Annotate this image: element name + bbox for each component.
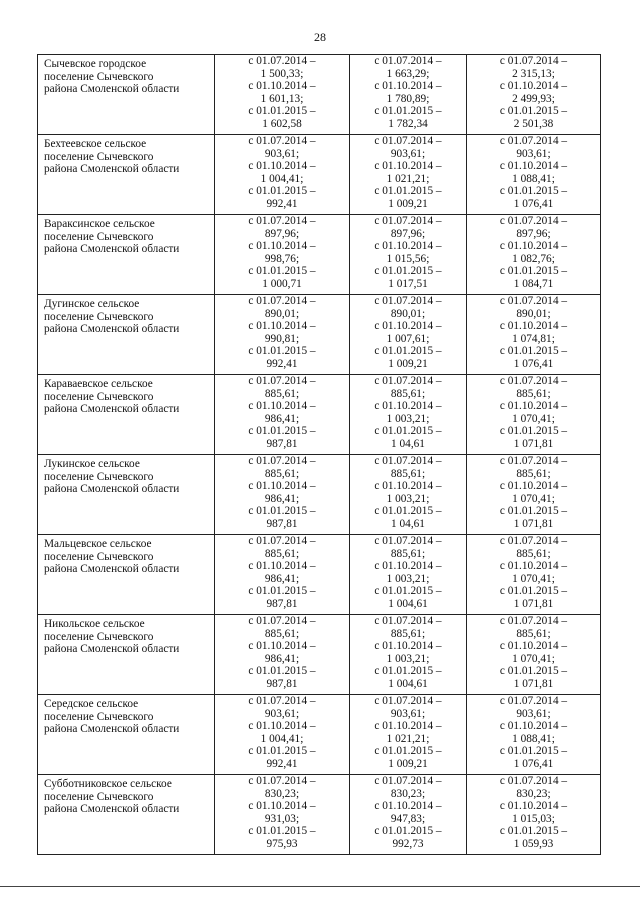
tariff-amount-line: 885,61; <box>390 627 426 640</box>
tariff-date-line: с 01.10.2014 – <box>499 320 568 333</box>
tariff-value-cell <box>215 215 350 295</box>
tariff-date-line: с 01.10.2014 – <box>499 560 568 573</box>
tariff-date-line: с 01.01.2015 – <box>248 105 316 118</box>
settlement-name-line: района Смоленской области <box>44 483 180 496</box>
settlement-name-line: района Смоленской области <box>44 243 180 256</box>
tariff-amount-line: 903,61; <box>390 147 426 160</box>
tariff-amount-line: 890,01; <box>390 307 426 320</box>
tariff-date-line: с 01.01.2015 – <box>248 505 316 518</box>
tariff-value-cell <box>215 615 350 695</box>
tariff-date-line: с 01.07.2014 – <box>374 295 442 307</box>
tariff-amount-line: 890,01; <box>264 307 300 320</box>
settlement-name-cell <box>38 55 215 135</box>
tariff-value-cell <box>350 295 467 375</box>
settlement-name-cell <box>38 775 215 855</box>
tariff-date-line: с 01.07.2014 – <box>499 135 568 147</box>
tariff-date-line: с 01.10.2014 – <box>374 80 442 93</box>
settlement-name-cell <box>38 215 215 295</box>
tariff-amount-line: 1 004,61 <box>388 677 428 690</box>
tariff-amount-line: 885,61; <box>390 547 426 560</box>
tariff-amount-line: 931,03; <box>264 812 300 825</box>
settlement-name-cell <box>38 615 215 695</box>
tariff-amount-line: 1 003,21; <box>386 412 430 425</box>
tariff-amount-line: 992,41 <box>266 757 298 770</box>
tariff-amount-line: 1 084,71 <box>513 277 554 290</box>
tariff-table-body <box>38 55 601 855</box>
tariff-amount-line: 947,83; <box>390 812 426 825</box>
tariff-amount-line: 992,41 <box>266 357 298 370</box>
table-row <box>38 615 601 695</box>
tariff-date-line: с 01.07.2014 – <box>499 295 568 307</box>
settlement-name-cell <box>38 535 215 615</box>
tariff-amount-line: 1 009,21 <box>388 757 428 770</box>
tariff-date-line: с 01.10.2014 – <box>374 160 442 173</box>
tariff-date-line: с 01.07.2014 – <box>248 295 316 307</box>
page-number: 28 <box>314 30 326 44</box>
settlement-name-line: Субботниковское сельское <box>44 778 172 790</box>
tariff-amount-line: 830,23; <box>390 787 426 800</box>
tariff-date-line: с 01.07.2014 – <box>374 215 442 227</box>
page-bottom-rule <box>0 886 640 887</box>
tariff-amount-line: 1 009,21 <box>388 197 428 210</box>
tariff-amount-line: 897,96; <box>390 227 426 240</box>
tariff-amount-line: 1 602,58 <box>262 117 302 130</box>
tariff-date-line: с 01.01.2015 – <box>374 585 442 598</box>
tariff-amount-line: 1 601,13; <box>260 92 304 105</box>
tariff-amount-line: 885,61; <box>390 467 426 480</box>
tariff-date-line: с 01.01.2015 – <box>374 345 442 358</box>
tariff-amount-line: 987,81 <box>266 597 298 610</box>
tariff-date-line: с 01.01.2015 – <box>248 425 316 438</box>
tariff-amount-line: 1 500,33; <box>260 67 304 80</box>
tariff-value-cell <box>467 695 601 775</box>
tariff-amount-line: 885,61; <box>516 547 551 560</box>
tariff-date-line: с 01.10.2014 – <box>374 720 442 733</box>
tariff-date-line: с 01.07.2014 – <box>374 535 442 547</box>
tariff-amount-line: 1 070,41; <box>512 492 555 505</box>
tariff-amount-line: 885,61; <box>264 547 300 560</box>
tariff-date-line: с 01.01.2015 – <box>499 265 568 278</box>
tariff-date-line: с 01.10.2014 – <box>499 160 568 173</box>
tariff-amount-line: 987,81 <box>266 437 298 450</box>
tariff-date-line: с 01.01.2015 – <box>374 505 442 518</box>
tariff-date-line: с 01.01.2015 – <box>248 665 316 678</box>
tariff-value-cell <box>350 375 467 455</box>
tariff-date-line: с 01.01.2015 – <box>499 105 568 118</box>
table-row <box>38 535 601 615</box>
tariff-amount-line: 1 071,81 <box>513 677 554 690</box>
tariff-value-cell <box>350 535 467 615</box>
tariff-value-cell <box>350 215 467 295</box>
tariff-amount-line: 885,61; <box>264 387 300 400</box>
settlement-name-line: района Смоленской области <box>44 323 180 336</box>
settlement-name-line: Никольское сельское <box>44 618 145 630</box>
tariff-amount-line: 1 074,81; <box>512 332 555 345</box>
tariff-date-line: с 01.01.2015 – <box>499 185 568 198</box>
tariff-date-line: с 01.01.2015 – <box>374 825 442 838</box>
settlement-name-line: Бехтеевское сельское <box>44 138 147 150</box>
tariff-value-cell <box>467 455 601 535</box>
tariff-amount-line: 1 004,61 <box>388 597 428 610</box>
tariff-date-line: с 01.10.2014 – <box>499 720 568 733</box>
table-row <box>38 55 601 135</box>
tariff-date-line: с 01.10.2014 – <box>248 480 316 493</box>
tariff-amount-line: 986,41; <box>264 492 300 505</box>
tariff-date-line: с 01.01.2015 – <box>374 425 442 438</box>
tariff-value-cell <box>215 455 350 535</box>
tariff-date-line: с 01.10.2014 – <box>374 400 442 413</box>
table-row <box>38 455 601 535</box>
tariff-amount-line: 1 071,81 <box>513 517 554 530</box>
tariff-date-line: с 01.07.2014 – <box>248 615 316 627</box>
tariff-date-line: с 01.07.2014 – <box>374 375 442 387</box>
tariff-amount-line: 1 003,21; <box>386 652 430 665</box>
tariff-date-line: с 01.10.2014 – <box>374 320 442 333</box>
tariff-date-line: с 01.01.2015 – <box>374 265 442 278</box>
tariff-date-line: с 01.07.2014 – <box>374 55 442 67</box>
tariff-amount-line: 1 04,61 <box>391 517 425 530</box>
tariff-date-line: с 01.07.2014 – <box>499 535 568 547</box>
tariff-amount-line: 998,76; <box>264 252 300 265</box>
tariff-amount-line: 1 004,41; <box>260 172 304 185</box>
tariff-value-cell <box>467 615 601 695</box>
tariff-date-line: с 01.01.2015 – <box>248 585 316 598</box>
tariff-date-line: с 01.10.2014 – <box>248 80 316 93</box>
tariff-date-line: с 01.10.2014 – <box>499 640 568 653</box>
tariff-value-cell <box>467 295 601 375</box>
settlement-name-line: поселение Сычевского <box>44 390 154 403</box>
tariff-date-line: с 01.07.2014 – <box>499 615 568 627</box>
settlement-name-line: района Смоленской области <box>44 563 180 576</box>
settlement-name-line: Лукинское сельское <box>44 458 140 470</box>
tariff-amount-line: 1 070,41; <box>512 652 555 665</box>
tariff-amount-line: 890,01; <box>516 307 551 320</box>
tariff-date-line: с 01.07.2014 – <box>374 695 442 707</box>
tariff-date-line: с 01.10.2014 – <box>248 320 316 333</box>
settlement-name-line: поселение Сычевского <box>44 470 154 483</box>
tariff-amount-line: 1 000,71 <box>262 277 302 290</box>
settlement-name-line: района Смоленской области <box>44 403 180 416</box>
settlement-name-cell <box>38 375 215 455</box>
tariff-date-line: с 01.10.2014 – <box>374 480 442 493</box>
tariff-date-line: с 01.10.2014 – <box>248 160 316 173</box>
tariff-amount-line: 1 009,21 <box>388 357 428 370</box>
tariff-date-line: с 01.07.2014 – <box>499 375 568 387</box>
tariff-date-line: с 01.10.2014 – <box>248 800 316 813</box>
settlement-name-line: Дугинское сельское <box>44 298 140 310</box>
tariff-date-line: с 01.10.2014 – <box>248 240 316 253</box>
tariff-amount-line: 986,41; <box>264 412 300 425</box>
tariff-amount-line: 1 076,41 <box>513 357 554 370</box>
tariff-date-line: с 01.01.2015 – <box>499 345 568 358</box>
settlement-name-line: Сычевское городское <box>44 58 147 70</box>
settlement-name-line: поселение Сычевского <box>44 790 154 803</box>
tariff-date-line: с 01.01.2015 – <box>248 185 316 198</box>
tariff-value-cell <box>467 215 601 295</box>
tariff-value-cell <box>350 775 467 855</box>
tariff-date-line: с 01.01.2015 – <box>374 665 442 678</box>
tariff-amount-line: 1 059,93 <box>513 837 554 850</box>
settlement-name-line: Караваевское сельское <box>44 378 153 390</box>
tariff-amount-line: 990,81; <box>264 332 300 345</box>
settlement-name-line: Вараксинское сельское <box>44 218 155 230</box>
table-row <box>38 375 601 455</box>
tariff-value-cell <box>467 535 601 615</box>
settlement-name-line: поселение Сычевского <box>44 310 154 323</box>
settlement-name-line: Мальцевское сельское <box>44 538 152 550</box>
settlement-name-line: поселение Сычевского <box>44 710 154 723</box>
tariff-value-cell <box>350 695 467 775</box>
tariff-date-line: с 01.01.2015 – <box>248 825 316 838</box>
settlement-name-line: Середское сельское <box>44 698 139 710</box>
tariff-date-line: с 01.01.2015 – <box>499 665 568 678</box>
tariff-date-line: с 01.01.2015 – <box>499 825 568 838</box>
tariff-amount-line: 1 076,41 <box>513 197 554 210</box>
tariff-amount-line: 830,23; <box>516 787 551 800</box>
tariff-date-line: с 01.10.2014 – <box>248 640 316 653</box>
settlement-name-line: района Смоленской области <box>44 803 180 816</box>
tariff-value-cell <box>350 55 467 135</box>
tariff-amount-line: 1 663,29; <box>386 67 430 80</box>
tariff-amount-line: 1 015,56; <box>386 252 430 265</box>
settlement-name-line: района Смоленской области <box>44 643 180 656</box>
tariff-date-line: с 01.07.2014 – <box>248 775 316 787</box>
tariff-date-line: с 01.07.2014 – <box>374 455 442 467</box>
tariff-amount-line: 903,61; <box>264 707 300 720</box>
tariff-amount-line: 992,73 <box>392 837 424 850</box>
tariff-amount-line: 885,61; <box>264 627 300 640</box>
tariff-value-cell <box>215 55 350 135</box>
tariff-value-cell <box>215 375 350 455</box>
tariff-date-line: с 01.07.2014 – <box>374 135 442 147</box>
tariff-date-line: с 01.10.2014 – <box>374 560 442 573</box>
tariff-value-cell <box>215 295 350 375</box>
settlement-name-line: района Смоленской области <box>44 723 180 736</box>
tariff-amount-line: 885,61; <box>516 387 551 400</box>
tariff-date-line: с 01.01.2015 – <box>499 585 568 598</box>
tariff-date-line: с 01.07.2014 – <box>499 215 568 227</box>
tariff-value-cell <box>215 775 350 855</box>
settlement-name-line: поселение Сычевского <box>44 630 154 643</box>
tariff-date-line: с 01.10.2014 – <box>499 240 568 253</box>
tariff-amount-line: 885,61; <box>516 627 551 640</box>
tariff-amount-line: 830,23; <box>264 787 300 800</box>
tariff-amount-line: 1 007,61; <box>386 332 430 345</box>
tariff-date-line: с 01.07.2014 – <box>248 215 316 227</box>
tariff-amount-line: 1 076,41 <box>513 757 554 770</box>
tariff-date-line: с 01.10.2014 – <box>374 240 442 253</box>
tariff-amount-line: 1 082,76; <box>512 252 555 265</box>
tariff-date-line: с 01.07.2014 – <box>248 375 316 387</box>
tariff-value-cell <box>350 135 467 215</box>
tariff-value-cell <box>350 455 467 535</box>
settlement-name-cell <box>38 135 215 215</box>
settlement-name-line: района Смоленской области <box>44 163 180 176</box>
tariff-date-line: с 01.07.2014 – <box>499 775 568 787</box>
tariff-value-cell <box>467 375 601 455</box>
tariff-amount-line: 903,61; <box>516 707 551 720</box>
settlement-name-cell <box>38 455 215 535</box>
settlement-name-line: поселение Сычевского <box>44 230 154 243</box>
tariff-value-cell <box>467 135 601 215</box>
tariff-date-line: с 01.01.2015 – <box>374 745 442 758</box>
tariff-date-line: с 01.07.2014 – <box>248 135 316 147</box>
table-row <box>38 775 601 855</box>
tariff-date-line: с 01.01.2015 – <box>499 505 568 518</box>
settlement-name-line: поселение Сычевского <box>44 150 154 163</box>
tariff-amount-line: 1 021,21; <box>386 172 430 185</box>
tariff-amount-line: 1 003,21; <box>386 572 430 585</box>
tariff-amount-line: 1 088,41; <box>512 732 555 745</box>
tariff-amount-line: 2 315,13; <box>512 67 555 80</box>
table-row <box>38 695 601 775</box>
tariff-date-line: с 01.10.2014 – <box>499 80 568 93</box>
tariff-date-line: с 01.10.2014 – <box>248 720 316 733</box>
tariff-amount-line: 992,41 <box>266 197 298 210</box>
tariff-amount-line: 897,96; <box>264 227 300 240</box>
tariff-amount-line: 1 017,51 <box>388 277 428 290</box>
tariff-date-line: с 01.10.2014 – <box>499 480 568 493</box>
settlement-name-line: района Смоленской области <box>44 83 180 96</box>
tariff-amount-line: 1 071,81 <box>513 597 554 610</box>
tariff-amount-line: 1 04,61 <box>391 437 425 450</box>
tariff-amount-line: 1 070,41; <box>512 572 555 585</box>
tariff-table <box>37 54 601 855</box>
tariff-amount-line: 975,93 <box>266 837 298 850</box>
tariff-amount-line: 1 782,34 <box>388 117 428 130</box>
tariff-date-line: с 01.10.2014 – <box>499 400 568 413</box>
tariff-date-line: с 01.10.2014 – <box>374 640 442 653</box>
tariff-amount-line: 1 003,21; <box>386 492 430 505</box>
tariff-date-line: с 01.10.2014 – <box>248 560 316 573</box>
tariff-amount-line: 885,61; <box>390 387 426 400</box>
settlement-name-cell <box>38 695 215 775</box>
tariff-amount-line: 987,81 <box>266 517 298 530</box>
tariff-date-line: с 01.01.2015 – <box>499 425 568 438</box>
tariff-value-cell <box>467 775 601 855</box>
tariff-amount-line: 897,96; <box>516 227 551 240</box>
tariff-date-line: с 01.10.2014 – <box>248 400 316 413</box>
tariff-date-line: с 01.07.2014 – <box>374 615 442 627</box>
tariff-date-line: с 01.01.2015 – <box>374 185 442 198</box>
tariff-amount-line: 1 780,89; <box>386 92 430 105</box>
tariff-date-line: с 01.07.2014 – <box>248 55 316 67</box>
tariff-amount-line: 1 004,41; <box>260 732 304 745</box>
tariff-amount-line: 885,61; <box>516 467 551 480</box>
table-row <box>38 215 601 295</box>
table-row <box>38 295 601 375</box>
tariff-date-line: с 01.01.2015 – <box>374 105 442 118</box>
tariff-date-line: с 01.10.2014 – <box>374 800 442 813</box>
settlement-name-line: поселение Сычевского <box>44 550 154 563</box>
tariff-date-line: с 01.07.2014 – <box>499 695 568 707</box>
tariff-date-line: с 01.07.2014 – <box>499 55 568 67</box>
tariff-amount-line: 1 015,03; <box>512 812 555 825</box>
tariff-value-cell <box>467 55 601 135</box>
tariff-amount-line: 1 070,41; <box>512 412 555 425</box>
tariff-date-line: с 01.01.2015 – <box>248 745 316 758</box>
tariff-amount-line: 986,41; <box>264 572 300 585</box>
tariff-amount-line: 903,61; <box>390 707 426 720</box>
tariff-date-line: с 01.10.2014 – <box>499 800 568 813</box>
tariff-amount-line: 2 499,93; <box>512 92 555 105</box>
tariff-date-line: с 01.01.2015 – <box>499 745 568 758</box>
table-row <box>38 135 601 215</box>
tariff-date-line: с 01.07.2014 – <box>248 455 316 467</box>
tariff-date-line: с 01.07.2014 – <box>499 455 568 467</box>
tariff-value-cell <box>215 135 350 215</box>
tariff-amount-line: 2 501,38 <box>513 117 554 130</box>
tariff-date-line: с 01.01.2015 – <box>248 345 316 358</box>
tariff-amount-line: 1 071,81 <box>513 437 554 450</box>
tariff-date-line: с 01.07.2014 – <box>374 775 442 787</box>
tariff-value-cell <box>215 695 350 775</box>
tariff-date-line: с 01.07.2014 – <box>248 695 316 707</box>
tariff-value-cell <box>350 615 467 695</box>
tariff-amount-line: 1 088,41; <box>512 172 555 185</box>
settlement-name-line: поселение Сычевского <box>44 70 154 83</box>
tariff-amount-line: 1 021,21; <box>386 732 430 745</box>
tariff-amount-line: 885,61; <box>264 467 300 480</box>
settlement-name-cell <box>38 295 215 375</box>
tariff-amount-line: 987,81 <box>266 677 298 690</box>
tariff-date-line: с 01.07.2014 – <box>248 535 316 547</box>
tariff-amount-line: 903,61; <box>264 147 300 160</box>
tariff-value-cell <box>215 535 350 615</box>
tariff-amount-line: 986,41; <box>264 652 300 665</box>
tariff-amount-line: 903,61; <box>516 147 551 160</box>
tariff-date-line: с 01.01.2015 – <box>248 265 316 278</box>
